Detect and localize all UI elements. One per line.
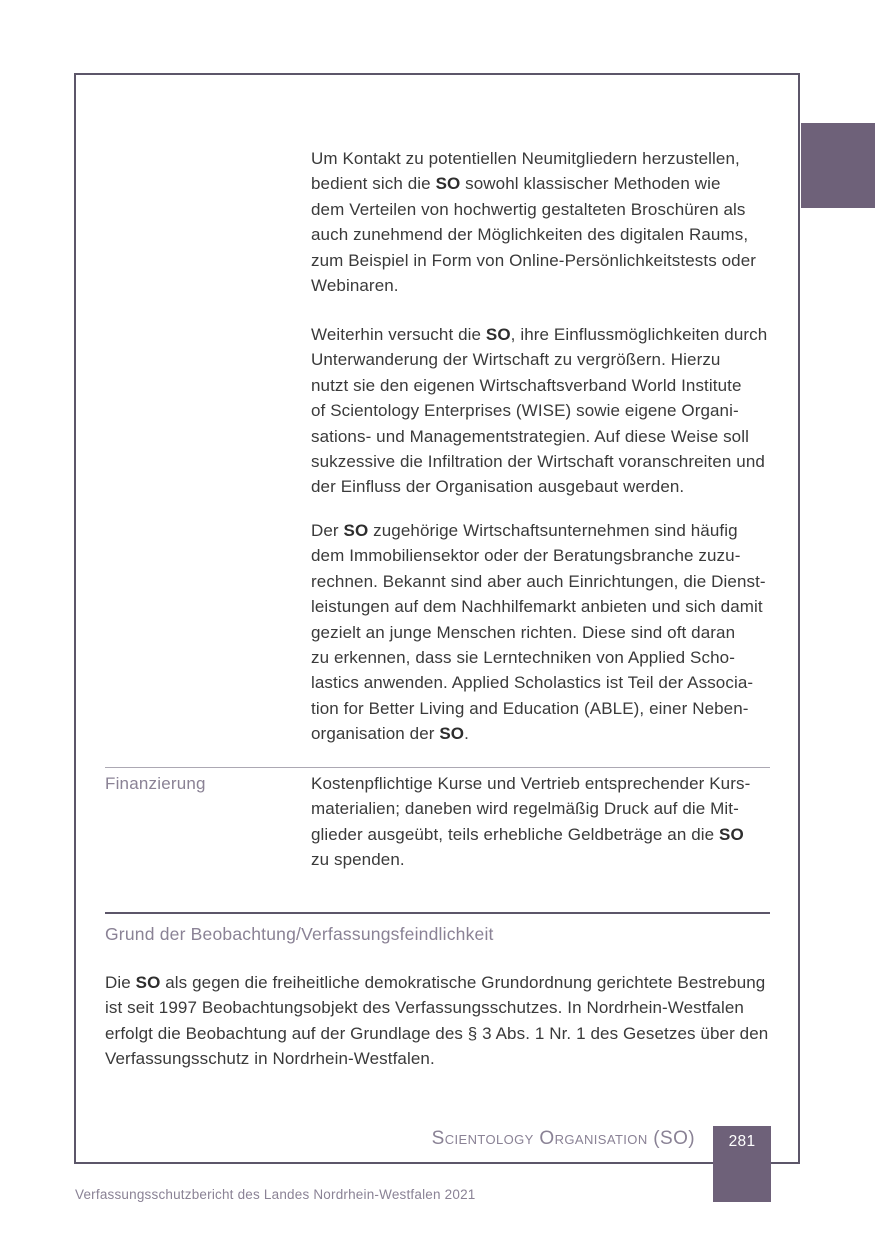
section-heading-grund: Grund der Beobachtung/Verfassungsfeindlichkeit: [105, 924, 494, 944]
chapter-edge-tab: [801, 123, 875, 208]
paragraph-beobachtung: Die SO als gegen die freiheitliche demokratische Grundordnung gerichtete Bestrebung ist seit 1997 Beobachtungsobjekt des Verfassungsschutzes. In Nordrhein-Westfalen erfolgt die Beobachtung auf der Grundlage des § 3 Abs. 1 Nr. 1 des Gesetzes über den Verfassungsschutz in Nordrhein-Westfalen.: [105, 973, 769, 1069]
divider-finanzierung: [105, 767, 770, 768]
side-label-finanzierung: Finanzierung: [105, 774, 206, 793]
divider-grund-section: [105, 912, 770, 914]
footer-chapter-title: Scientology Organisation (SO): [431, 1128, 695, 1149]
paragraph-business-sectors: Der SO zugehörige Wirtschaftsunternehmen sind häufig dem Immobiliensektor oder der Beratungsbranche zuzu- rechnen. Bekannt sind aber auch Einrichtungen, die Dienst- leistungen auf dem Nachhilfemarkt anbieten und sich damit gezielt an junge Menschen richten. Diese sind oft daran zu erkennen, dass sie Lerntechniken von Applied Scho- lastics anwenden. Applied Scholastics ist Teil der Associa- tion for Better Living and Education (ABLE), einer Neben- organisation der SO.: [311, 521, 766, 744]
page-number: 281: [728, 1133, 756, 1150]
paragraph-contact-methods: Um Kontakt zu potentiellen Neumitgliedern herzustellen, bedient sich die SO sowohl klassischer Methoden wie dem Verteilen von hochwertig gestalteten Broschüren als auch zunehmend der Möglichkeiten des digitalen Raums, zum Beispiel in Form von Online-Persönlichkeitstests oder Webinaren.: [311, 149, 757, 296]
paragraph-finanzierung: Kostenpflichtige Kurse und Vertrieb entsprechender Kurs- materialien; daneben wird regelmäßig Druck auf die Mit- glieder ausgeübt, teils erhebliche Geldbeträge an die SO zu spenden.: [311, 774, 751, 870]
page-number-box: [713, 1126, 771, 1202]
paragraph-wise-economy: Weiterhin versucht die SO, ihre Einflussmöglichkeiten durch Unterwanderung der Wirtschaft zu vergrößern. Hierzu nutzt sie den eigenen Wirtschaftsverband World Institute of Scientology Enterprises (WISE) sowie eigene Organi- sations- und Managementstrategien. Auf diese Weise soll sukzessive die Infiltration der Wirtschaft voranschreiten und der Einfluss der Organisation ausgebaut werden.: [311, 325, 768, 497]
report-footer-line: Verfassungsschutzbericht des Landes Nordrhein-Westfalen 2021: [75, 1187, 476, 1202]
